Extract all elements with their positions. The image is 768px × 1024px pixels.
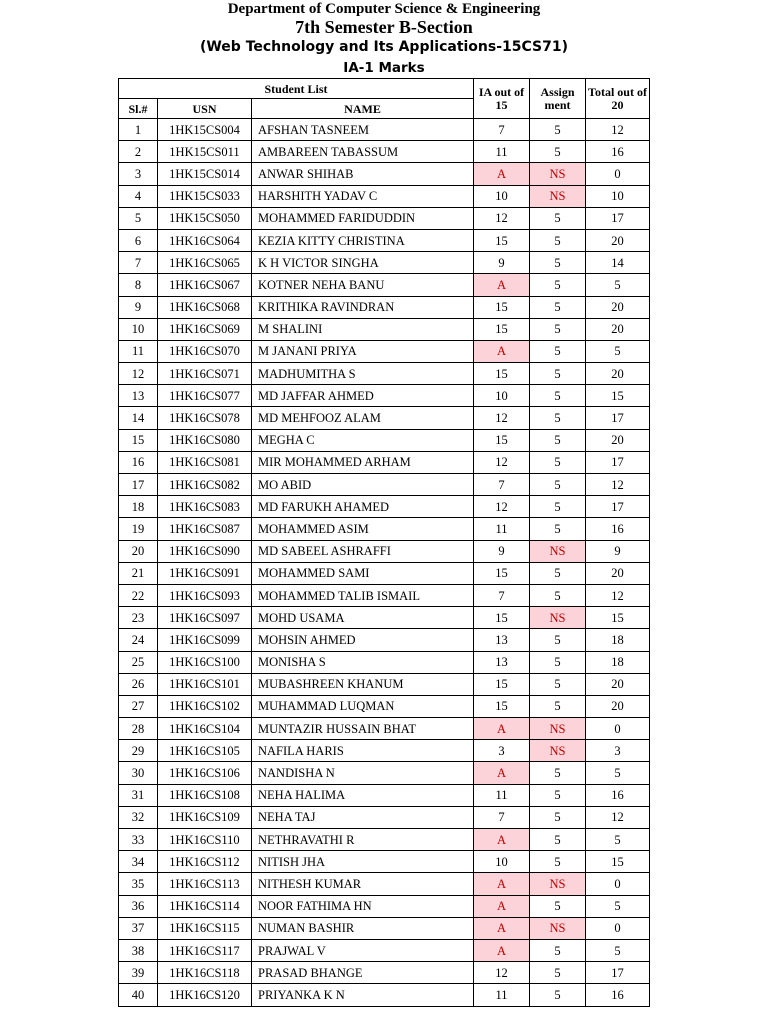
sl-cell: 13 — [119, 385, 158, 407]
total-cell: 9 — [586, 540, 650, 562]
total-cell: 15 — [586, 607, 650, 629]
assignment-cell: 5 — [530, 629, 586, 651]
usn-cell: 1HK16CS070 — [158, 340, 252, 362]
table-row — [119, 562, 650, 584]
usn-cell: 1HK16CS064 — [158, 229, 252, 251]
name-cell: M SHALINI — [252, 318, 474, 340]
name-cell: MOHAMMED FARIDUDDIN — [252, 207, 474, 229]
sl-cell: 7 — [119, 252, 158, 274]
usn-cell: 1HK16CS114 — [158, 895, 252, 917]
name-cell: NETHRAVATHI R — [252, 829, 474, 851]
table-row — [119, 584, 650, 606]
sl-cell: 30 — [119, 762, 158, 784]
table-row — [119, 185, 650, 207]
assignment-cell: 5 — [530, 119, 586, 141]
table-row — [119, 274, 650, 296]
ia-cell: 15 — [474, 673, 530, 695]
usn-cell: 1HK16CS071 — [158, 363, 252, 385]
sl-cell: 11 — [119, 340, 158, 362]
total-cell: 17 — [586, 407, 650, 429]
usn-cell: 1HK16CS118 — [158, 962, 252, 984]
ia-cell: 10 — [474, 185, 530, 207]
total-cell: 5 — [586, 939, 650, 961]
table-row — [119, 740, 650, 762]
ia-cell: 12 — [474, 451, 530, 473]
total-cell: 12 — [586, 474, 650, 496]
assignment-cell: 5 — [530, 474, 586, 496]
assignment-cell: NS — [530, 740, 586, 762]
ia-cell: 13 — [474, 651, 530, 673]
assignment-cell: NS — [530, 540, 586, 562]
total-cell: 16 — [586, 784, 650, 806]
name-cell: M JANANI PRIYA — [252, 340, 474, 362]
assignment-cell: 5 — [530, 340, 586, 362]
assignment-cell: 5 — [530, 229, 586, 251]
ia-cell: A — [474, 163, 530, 185]
assignment-column-header: Assign ment — [530, 79, 586, 119]
usn-cell: 1HK16CS113 — [158, 873, 252, 895]
usn-cell: 1HK16CS101 — [158, 673, 252, 695]
sl-cell: 15 — [119, 429, 158, 451]
total-cell: 17 — [586, 451, 650, 473]
assignment-cell: 5 — [530, 651, 586, 673]
name-cell: AMBAREEN TABASSUM — [252, 141, 474, 163]
ia-cell: 7 — [474, 474, 530, 496]
total-cell: 18 — [586, 651, 650, 673]
sl-cell: 5 — [119, 207, 158, 229]
usn-cell: 1HK15CS033 — [158, 185, 252, 207]
total-cell: 17 — [586, 496, 650, 518]
assignment-cell: NS — [530, 607, 586, 629]
name-cell: HARSHITH YADAV C — [252, 185, 474, 207]
usn-cell: 1HK16CS112 — [158, 851, 252, 873]
ia-cell: 3 — [474, 740, 530, 762]
table-row — [119, 718, 650, 740]
assignment-cell: 5 — [530, 318, 586, 340]
sl-cell: 28 — [119, 718, 158, 740]
total-cell: 10 — [586, 185, 650, 207]
sl-cell: 9 — [119, 296, 158, 318]
table-row — [119, 407, 650, 429]
name-cell: MOHAMMED TALIB ISMAIL — [252, 584, 474, 606]
student-rows — [119, 119, 650, 1007]
table-row — [119, 474, 650, 496]
name-cell: AFSHAN TASNEEM — [252, 119, 474, 141]
usn-cell: 1HK16CS108 — [158, 784, 252, 806]
ia-cell: 15 — [474, 429, 530, 451]
usn-cell: 1HK16CS083 — [158, 496, 252, 518]
name-cell: NAFILA HARIS — [252, 740, 474, 762]
usn-cell: 1HK16CS102 — [158, 695, 252, 717]
usn-cell: 1HK16CS093 — [158, 584, 252, 606]
sl-cell: 40 — [119, 984, 158, 1006]
table-row — [119, 695, 650, 717]
usn-cell: 1HK16CS115 — [158, 917, 252, 939]
table-row — [119, 673, 650, 695]
assignment-cell: 5 — [530, 429, 586, 451]
usn-cell: 1HK15CS011 — [158, 141, 252, 163]
name-cell: MOHAMMED ASIM — [252, 518, 474, 540]
table-row — [119, 984, 650, 1006]
total-cell: 0 — [586, 917, 650, 939]
total-cell: 20 — [586, 695, 650, 717]
usn-cell: 1HK15CS004 — [158, 119, 252, 141]
total-cell: 20 — [586, 562, 650, 584]
usn-cell: 1HK15CS014 — [158, 163, 252, 185]
ia-cell: 9 — [474, 252, 530, 274]
total-cell: 5 — [586, 762, 650, 784]
course-title: (Web Technology and Its Applications-15CS71) — [199, 39, 569, 55]
usn-cell: 1HK16CS090 — [158, 540, 252, 562]
name-cell: MUBASHREEN KHANUM — [252, 673, 474, 695]
ia-cell: 12 — [474, 496, 530, 518]
assignment-cell: 5 — [530, 496, 586, 518]
name-cell: NOOR FATHIMA HN — [252, 895, 474, 917]
usn-cell: 1HK16CS078 — [158, 407, 252, 429]
sl-cell: 12 — [119, 363, 158, 385]
usn-cell: 1HK16CS067 — [158, 274, 252, 296]
table-row — [119, 939, 650, 961]
sl-cell: 35 — [119, 873, 158, 895]
table-row — [119, 363, 650, 385]
sl-cell: 25 — [119, 651, 158, 673]
sl-cell: 31 — [119, 784, 158, 806]
total-cell: 5 — [586, 340, 650, 362]
sl-cell: 17 — [119, 474, 158, 496]
assignment-cell: 5 — [530, 939, 586, 961]
assignment-cell: NS — [530, 718, 586, 740]
ia-cell: A — [474, 895, 530, 917]
total-cell: 14 — [586, 252, 650, 274]
sl-cell: 24 — [119, 629, 158, 651]
name-cell: KRITHIKA RAVINDRAN — [252, 296, 474, 318]
table-row — [119, 252, 650, 274]
ia-cell: 12 — [474, 407, 530, 429]
name-cell: MADHUMITHA S — [252, 363, 474, 385]
total-cell: 12 — [586, 806, 650, 828]
total-cell: 20 — [586, 673, 650, 695]
name-cell: PRASAD BHANGE — [252, 962, 474, 984]
ia-cell: 7 — [474, 119, 530, 141]
name-cell: KEZIA KITTY CHRISTINA — [252, 229, 474, 251]
usn-cell: 1HK16CS117 — [158, 939, 252, 961]
usn-cell: 1HK16CS065 — [158, 252, 252, 274]
usn-cell: 1HK16CS082 — [158, 474, 252, 496]
sl-cell: 33 — [119, 829, 158, 851]
usn-cell: 1HK16CS097 — [158, 607, 252, 629]
usn-cell: 1HK16CS120 — [158, 984, 252, 1006]
usn-cell: 1HK16CS080 — [158, 429, 252, 451]
table-row — [119, 318, 650, 340]
total-cell: 5 — [586, 829, 650, 851]
ia-cell: 15 — [474, 318, 530, 340]
table-row — [119, 207, 650, 229]
name-cell: MOHD USAMA — [252, 607, 474, 629]
usn-column-header: USN — [158, 99, 252, 119]
assignment-cell: 5 — [530, 296, 586, 318]
assignment-cell: 5 — [530, 518, 586, 540]
student-list-header: Student List — [119, 79, 474, 99]
ia-cell: A — [474, 939, 530, 961]
usn-cell: 1HK16CS105 — [158, 740, 252, 762]
sl-cell: 8 — [119, 274, 158, 296]
usn-cell: 1HK16CS077 — [158, 385, 252, 407]
assignment-cell: 5 — [530, 851, 586, 873]
total-cell: 0 — [586, 873, 650, 895]
assignment-cell: NS — [530, 163, 586, 185]
ia-cell: 7 — [474, 806, 530, 828]
sl-cell: 10 — [119, 318, 158, 340]
total-cell: 0 — [586, 718, 650, 740]
sl-cell: 19 — [119, 518, 158, 540]
ia-cell: 11 — [474, 784, 530, 806]
assignment-cell: 5 — [530, 762, 586, 784]
usn-cell: 1HK16CS081 — [158, 451, 252, 473]
table-row — [119, 141, 650, 163]
name-cell: MD MEHFOOZ ALAM — [252, 407, 474, 429]
table-row — [119, 784, 650, 806]
name-cell: MOHAMMED SAMI — [252, 562, 474, 584]
sl-cell: 32 — [119, 806, 158, 828]
usn-cell: 1HK16CS109 — [158, 806, 252, 828]
usn-cell: 1HK15CS050 — [158, 207, 252, 229]
sl-cell: 20 — [119, 540, 158, 562]
sl-cell: 4 — [119, 185, 158, 207]
table-row — [119, 851, 650, 873]
sl-cell: 36 — [119, 895, 158, 917]
ia-cell: A — [474, 829, 530, 851]
table-row — [119, 895, 650, 917]
assignment-cell: 5 — [530, 562, 586, 584]
ia-cell: 15 — [474, 229, 530, 251]
ia-cell: 11 — [474, 984, 530, 1006]
usn-cell: 1HK16CS106 — [158, 762, 252, 784]
table-row — [119, 917, 650, 939]
total-cell: 5 — [586, 274, 650, 296]
ia-cell: 10 — [474, 385, 530, 407]
ia-cell: A — [474, 718, 530, 740]
assignment-cell: 5 — [530, 207, 586, 229]
total-cell: 3 — [586, 740, 650, 762]
assignment-cell: 5 — [530, 274, 586, 296]
table-row — [119, 340, 650, 362]
ia-cell: 15 — [474, 607, 530, 629]
table-row — [119, 540, 650, 562]
total-cell: 20 — [586, 429, 650, 451]
table-row — [119, 518, 650, 540]
sl-cell: 34 — [119, 851, 158, 873]
department-title: Department of Computer Science & Engineering — [227, 1, 541, 17]
table-row — [119, 119, 650, 141]
name-cell: NITHESH KUMAR — [252, 873, 474, 895]
table-row — [119, 873, 650, 895]
total-column-header: Total out of 20 — [586, 79, 650, 119]
total-cell: 20 — [586, 318, 650, 340]
total-cell: 12 — [586, 584, 650, 606]
assignment-cell: 5 — [530, 252, 586, 274]
name-cell: PRAJWAL V — [252, 939, 474, 961]
ia-cell: 12 — [474, 962, 530, 984]
assignment-cell: 5 — [530, 363, 586, 385]
assignment-cell: 5 — [530, 695, 586, 717]
assignment-cell: 5 — [530, 451, 586, 473]
table-row — [119, 451, 650, 473]
sl-cell: 16 — [119, 451, 158, 473]
name-cell: MIR MOHAMMED ARHAM — [252, 451, 474, 473]
name-cell: NITISH JHA — [252, 851, 474, 873]
assignment-cell: 5 — [530, 829, 586, 851]
table-row — [119, 806, 650, 828]
name-cell: NEHA HALIMA — [252, 784, 474, 806]
assignment-cell: 5 — [530, 385, 586, 407]
ia-cell: A — [474, 873, 530, 895]
ia-cell: A — [474, 917, 530, 939]
total-cell: 20 — [586, 296, 650, 318]
name-cell: NUMAN BASHIR — [252, 917, 474, 939]
table-row — [119, 163, 650, 185]
total-cell: 20 — [586, 229, 650, 251]
assignment-cell: 5 — [530, 895, 586, 917]
name-cell: K H VICTOR SINGHA — [252, 252, 474, 274]
table-row — [119, 762, 650, 784]
assignment-cell: 5 — [530, 407, 586, 429]
total-cell: 20 — [586, 363, 650, 385]
usn-cell: 1HK16CS100 — [158, 651, 252, 673]
name-column-header: NAME — [252, 99, 474, 119]
assignment-cell: 5 — [530, 673, 586, 695]
table-row — [119, 229, 650, 251]
ia-cell: 10 — [474, 851, 530, 873]
usn-cell: 1HK16CS110 — [158, 829, 252, 851]
assignment-cell: 5 — [530, 806, 586, 828]
usn-cell: 1HK16CS104 — [158, 718, 252, 740]
table-row — [119, 629, 650, 651]
usn-cell: 1HK16CS068 — [158, 296, 252, 318]
name-cell: ANWAR SHIHAB — [252, 163, 474, 185]
sl-cell: 21 — [119, 562, 158, 584]
name-cell: MOHSIN AHMED — [252, 629, 474, 651]
usn-cell: 1HK16CS087 — [158, 518, 252, 540]
usn-cell: 1HK16CS099 — [158, 629, 252, 651]
marks-table — [118, 78, 650, 1007]
name-cell: PRIYANKA K N — [252, 984, 474, 1006]
name-cell: MONISHA S — [252, 651, 474, 673]
sl-cell: 26 — [119, 673, 158, 695]
name-cell: MO ABID — [252, 474, 474, 496]
sl-cell: 23 — [119, 607, 158, 629]
sl-column-header: Sl.# — [119, 99, 158, 119]
total-cell: 17 — [586, 962, 650, 984]
sl-cell: 3 — [119, 163, 158, 185]
exam-title: IA-1 Marks — [343, 60, 425, 76]
sl-cell: 27 — [119, 695, 158, 717]
total-cell: 15 — [586, 851, 650, 873]
name-cell: MUHAMMAD LUQMAN — [252, 695, 474, 717]
assignment-cell: 5 — [530, 962, 586, 984]
table-row — [119, 429, 650, 451]
ia-cell: A — [474, 762, 530, 784]
assignment-cell: NS — [530, 873, 586, 895]
sl-cell: 39 — [119, 962, 158, 984]
ia-cell: 15 — [474, 695, 530, 717]
sl-cell: 18 — [119, 496, 158, 518]
ia-cell: 13 — [474, 629, 530, 651]
table-row — [119, 829, 650, 851]
table-row — [119, 962, 650, 984]
assignment-cell: 5 — [530, 584, 586, 606]
total-cell: 16 — [586, 518, 650, 540]
name-cell: NEHA TAJ — [252, 806, 474, 828]
assignment-cell: 5 — [530, 984, 586, 1006]
usn-cell: 1HK16CS091 — [158, 562, 252, 584]
sl-cell: 22 — [119, 584, 158, 606]
ia-cell: 12 — [474, 207, 530, 229]
name-cell: KOTNER NEHA BANU — [252, 274, 474, 296]
total-cell: 18 — [586, 629, 650, 651]
table-row — [119, 651, 650, 673]
table-row — [119, 296, 650, 318]
ia-cell: 11 — [474, 141, 530, 163]
table-row — [119, 607, 650, 629]
total-cell: 17 — [586, 207, 650, 229]
sl-cell: 14 — [119, 407, 158, 429]
ia-cell: 11 — [474, 518, 530, 540]
name-cell: MD SABEEL ASHRAFFI — [252, 540, 474, 562]
table-row — [119, 496, 650, 518]
total-cell: 15 — [586, 385, 650, 407]
ia-cell: 9 — [474, 540, 530, 562]
total-cell: 16 — [586, 984, 650, 1006]
name-cell: MD JAFFAR AHMED — [252, 385, 474, 407]
sl-cell: 1 — [119, 119, 158, 141]
sl-cell: 37 — [119, 917, 158, 939]
name-cell: MUNTAZIR HUSSAIN BHAT — [252, 718, 474, 740]
ia-cell: 7 — [474, 584, 530, 606]
ia-column-header: IA out of 15 — [474, 79, 530, 119]
total-cell: 5 — [586, 895, 650, 917]
sl-cell: 38 — [119, 939, 158, 961]
name-cell: MD FARUKH AHAMED — [252, 496, 474, 518]
table-row — [119, 385, 650, 407]
ia-cell: A — [474, 274, 530, 296]
total-cell: 12 — [586, 119, 650, 141]
assignment-cell: NS — [530, 185, 586, 207]
ia-cell: A — [474, 340, 530, 362]
sl-cell: 6 — [119, 229, 158, 251]
name-cell: MEGHA C — [252, 429, 474, 451]
assignment-cell: 5 — [530, 141, 586, 163]
assignment-cell: 5 — [530, 784, 586, 806]
usn-cell: 1HK16CS069 — [158, 318, 252, 340]
name-cell: NANDISHA N — [252, 762, 474, 784]
ia-cell: 15 — [474, 363, 530, 385]
assignment-cell: NS — [530, 917, 586, 939]
semester-title: 7th Semester B-Section — [295, 17, 473, 37]
total-cell: 0 — [586, 163, 650, 185]
ia-cell: 15 — [474, 296, 530, 318]
sl-cell: 2 — [119, 141, 158, 163]
ia-cell: 15 — [474, 562, 530, 584]
sl-cell: 29 — [119, 740, 158, 762]
total-cell: 16 — [586, 141, 650, 163]
